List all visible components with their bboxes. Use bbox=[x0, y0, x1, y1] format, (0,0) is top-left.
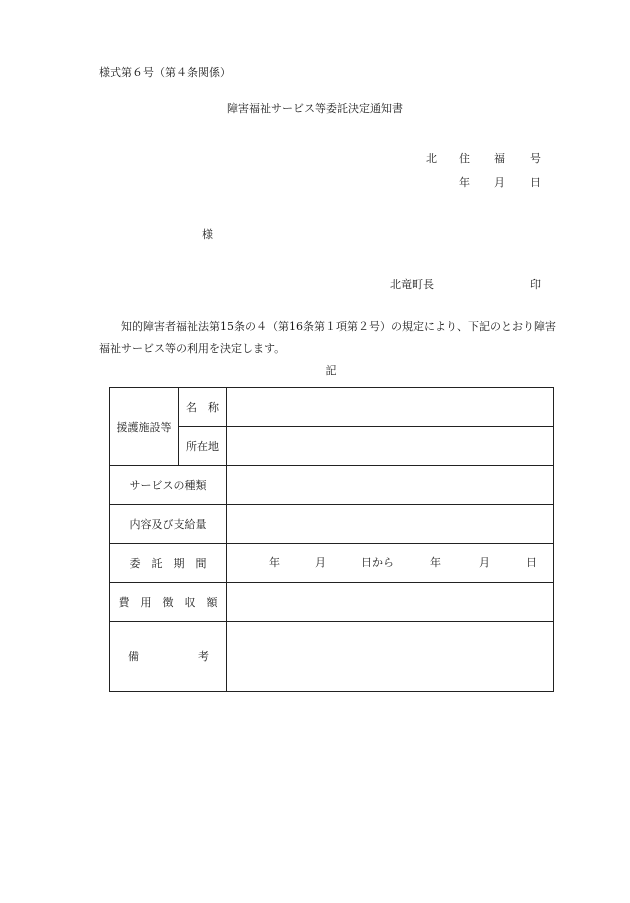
fee-label: 費 用 徴 収 額 bbox=[110, 583, 227, 622]
facility-group-label: 援護施設等 bbox=[110, 388, 179, 466]
table-row bbox=[110, 583, 554, 622]
fee-value bbox=[227, 583, 554, 622]
number-part-4: 号 bbox=[530, 152, 541, 165]
addressee-suffix: 様 bbox=[202, 228, 213, 241]
table-row bbox=[110, 466, 554, 505]
period-end-year: 年 bbox=[430, 556, 441, 569]
name-label: 名 称 bbox=[179, 388, 227, 427]
table-row bbox=[110, 544, 554, 583]
period-end-month: 月 bbox=[479, 556, 490, 569]
ki-heading: 記 bbox=[325, 364, 337, 377]
number-part-1: 北 bbox=[426, 152, 437, 165]
period-start-day: 日から bbox=[361, 556, 394, 569]
remarks-value bbox=[227, 622, 554, 692]
document-title: 障害福祉サービス等委託決定通知書 bbox=[227, 102, 403, 115]
remarks-label bbox=[110, 622, 227, 692]
form-number: 様式第６号（第４条関係） bbox=[99, 66, 231, 79]
table-row bbox=[110, 505, 554, 544]
date-day: 日 bbox=[530, 176, 541, 189]
service-type-label: サービスの種類 bbox=[110, 466, 227, 505]
number-part-3: 福 bbox=[494, 152, 505, 165]
period-label: 委 託 期 間 bbox=[110, 544, 227, 583]
service-type-value bbox=[227, 466, 554, 505]
body-text: 知的障害者福祉法第15条の４（第16条第１項第２号）の規定により、下記のとおり障害福祉サービス等の利用を決定します。 bbox=[99, 320, 556, 355]
period-value bbox=[227, 544, 554, 583]
date-month: 月 bbox=[494, 176, 505, 189]
decision-table bbox=[109, 387, 554, 692]
remarks-label-part-1: 備 bbox=[128, 650, 139, 663]
issuer-title: 北竜町長 bbox=[390, 278, 434, 291]
date-year: 年 bbox=[459, 176, 470, 189]
table-row bbox=[110, 622, 554, 692]
location-value bbox=[227, 427, 554, 466]
table-row bbox=[110, 388, 554, 427]
period-end-day: 日 bbox=[526, 556, 537, 569]
name-value bbox=[227, 388, 554, 427]
number-part-2: 住 bbox=[459, 152, 470, 165]
remarks-label-part-2: 考 bbox=[198, 650, 209, 663]
seal-mark: 印 bbox=[530, 278, 541, 291]
location-label: 所在地 bbox=[179, 427, 227, 466]
content-label: 内容及び支給量 bbox=[110, 505, 227, 544]
content-value bbox=[227, 505, 554, 544]
period-start-year: 年 bbox=[269, 556, 280, 569]
period-start-month: 月 bbox=[315, 556, 326, 569]
